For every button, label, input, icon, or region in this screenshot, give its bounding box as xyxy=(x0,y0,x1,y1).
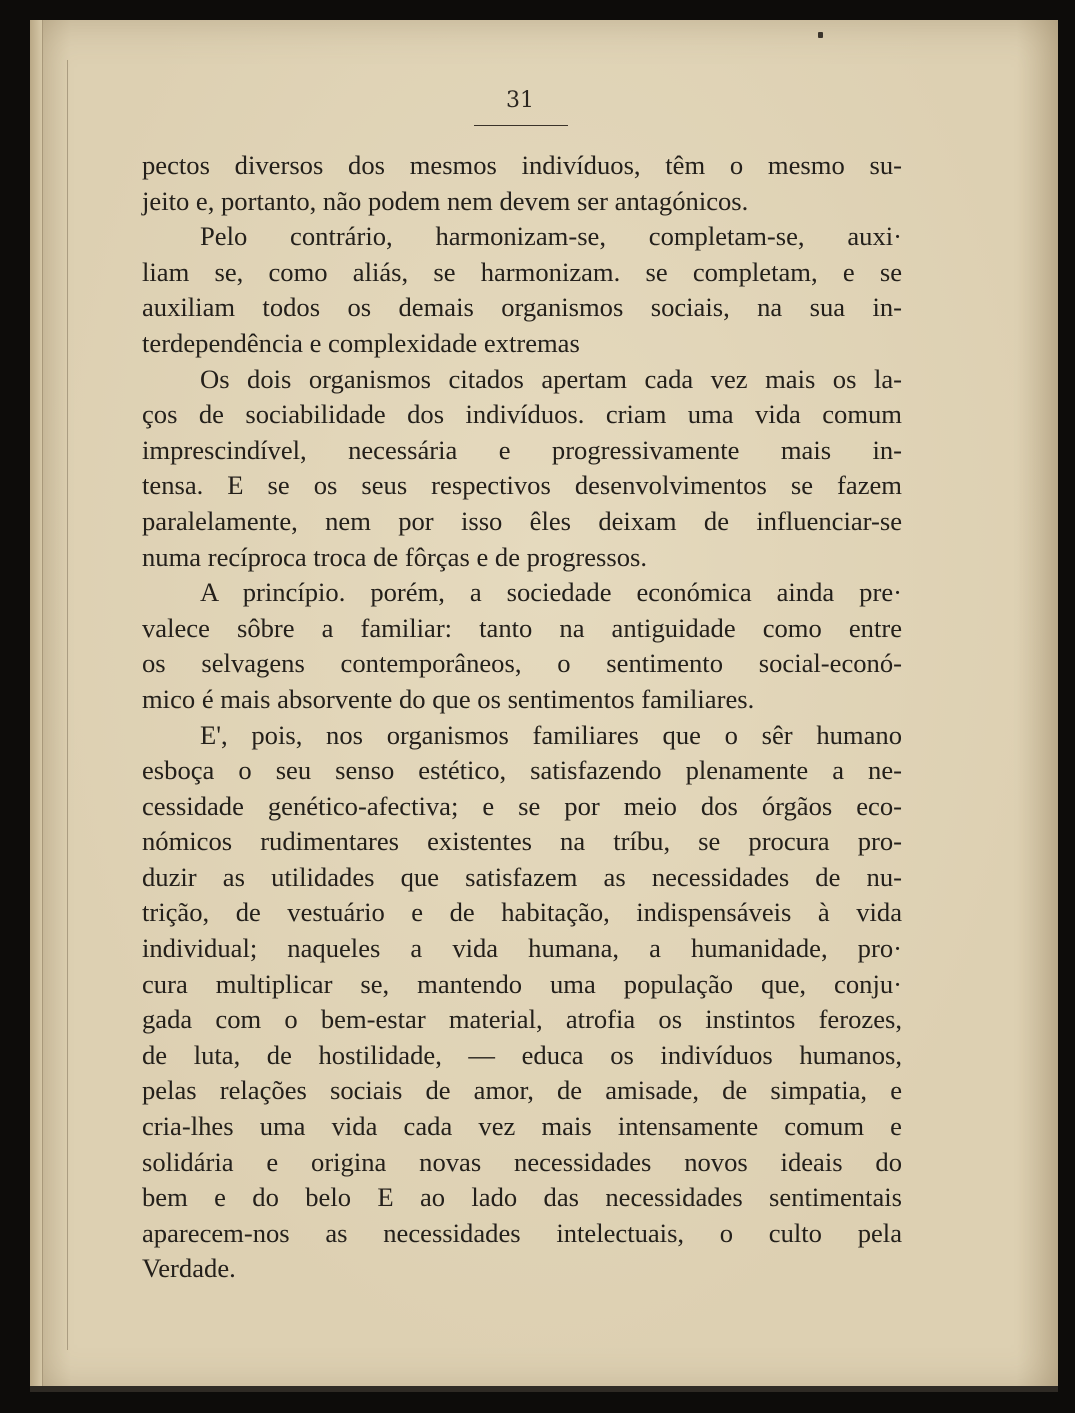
text-line: ços de sociabilidade dos indivíduos. criam uma vida comum xyxy=(142,399,902,430)
text-line: liam se, como aliás, se harmonizam. se completam, e se xyxy=(142,256,902,287)
text-line: esboça o seu senso estético, satisfazendo plenamente a ne- xyxy=(142,755,902,786)
text-line: os selvagens contemporâneos, o sentimento social-econó- xyxy=(142,648,902,679)
text-line: valece sôbre a familiar: tanto na antiguidade como entre xyxy=(142,612,902,643)
text-line: solidária e origina novas necessidades novos ideais do xyxy=(142,1146,902,1177)
text-line: numa recíproca troca de fôrças e de progressos. xyxy=(142,541,648,572)
text-line: trição, de vestuário e de habitação, indispensáveis à vida xyxy=(142,897,902,928)
text-line: bem e do belo E ao lado das necessidades sentimentais xyxy=(142,1182,902,1213)
text-line: paralelamente, nem por isso êles deixam de influenciar-se xyxy=(142,505,902,536)
text-line: duzir as utilidades que satisfazem as necessidades de nu- xyxy=(142,861,902,892)
page-edge xyxy=(30,20,43,1392)
text-line: individual; naqueles a vida humana, a humanidade, pro· xyxy=(142,933,902,964)
text-line: de luta, de hostilidade, — educa os indivíduos humanos, xyxy=(142,1039,902,1070)
page-number: 31 xyxy=(506,88,534,113)
ink-speck xyxy=(818,32,823,38)
text-line: imprescindível, necessária e progressivamente mais in- xyxy=(142,434,902,465)
header-rule xyxy=(474,125,568,126)
text-line: pectos diversos dos mesmos indivíduos, têm o mesmo su- xyxy=(142,150,902,180)
gutter-line xyxy=(67,60,68,1350)
text-line: mico é mais absorvente do que os sentimentos familiares. xyxy=(142,683,755,714)
text-line: nómicos rudimentares existentes na tríbu, se procura pro- xyxy=(142,826,902,857)
text-line: A princípio. porém, a sociedade económica ainda pre· xyxy=(200,577,902,608)
text-line: gada com o bem-estar material, atrofia os instintos ferozes, xyxy=(142,1004,902,1035)
text-line: terdependência e complexidade extremas xyxy=(142,327,580,358)
text-line: Os dois organismos citados apertam cada vez mais os la- xyxy=(200,363,902,394)
text-line: pelas relações sociais de amor, de amisade, de simpatia, e xyxy=(142,1075,902,1106)
text-line: tensa. E se os seus respectivos desenvolvimentos se fazem xyxy=(142,470,902,501)
text-line: E', pois, nos organismos familiares que o sêr humano xyxy=(200,719,902,750)
text-line: Pelo contrário, harmonizam-se, completam-se, auxi· xyxy=(200,221,902,252)
text-line: cessidade genético-afectiva; e se por meio dos órgãos eco- xyxy=(142,790,902,821)
text-line: jeito e, portanto, não podem nem devem ser antagónicos. xyxy=(142,185,749,216)
text-line: aparecem-nos as necessidades intelectuais, o culto pela xyxy=(142,1217,902,1248)
book-page xyxy=(30,20,1058,1392)
text-line: Verdade. xyxy=(142,1253,236,1284)
body-text xyxy=(142,148,902,1287)
page-bottom-edge xyxy=(30,1386,1058,1392)
text-line: auxiliam todos os demais organismos sociais, na sua in- xyxy=(142,292,902,323)
text-line: cura multiplicar se, mantendo uma população que, conju· xyxy=(142,968,902,999)
text-line: cria-lhes uma vida cada vez mais intensamente comum e xyxy=(142,1111,902,1142)
